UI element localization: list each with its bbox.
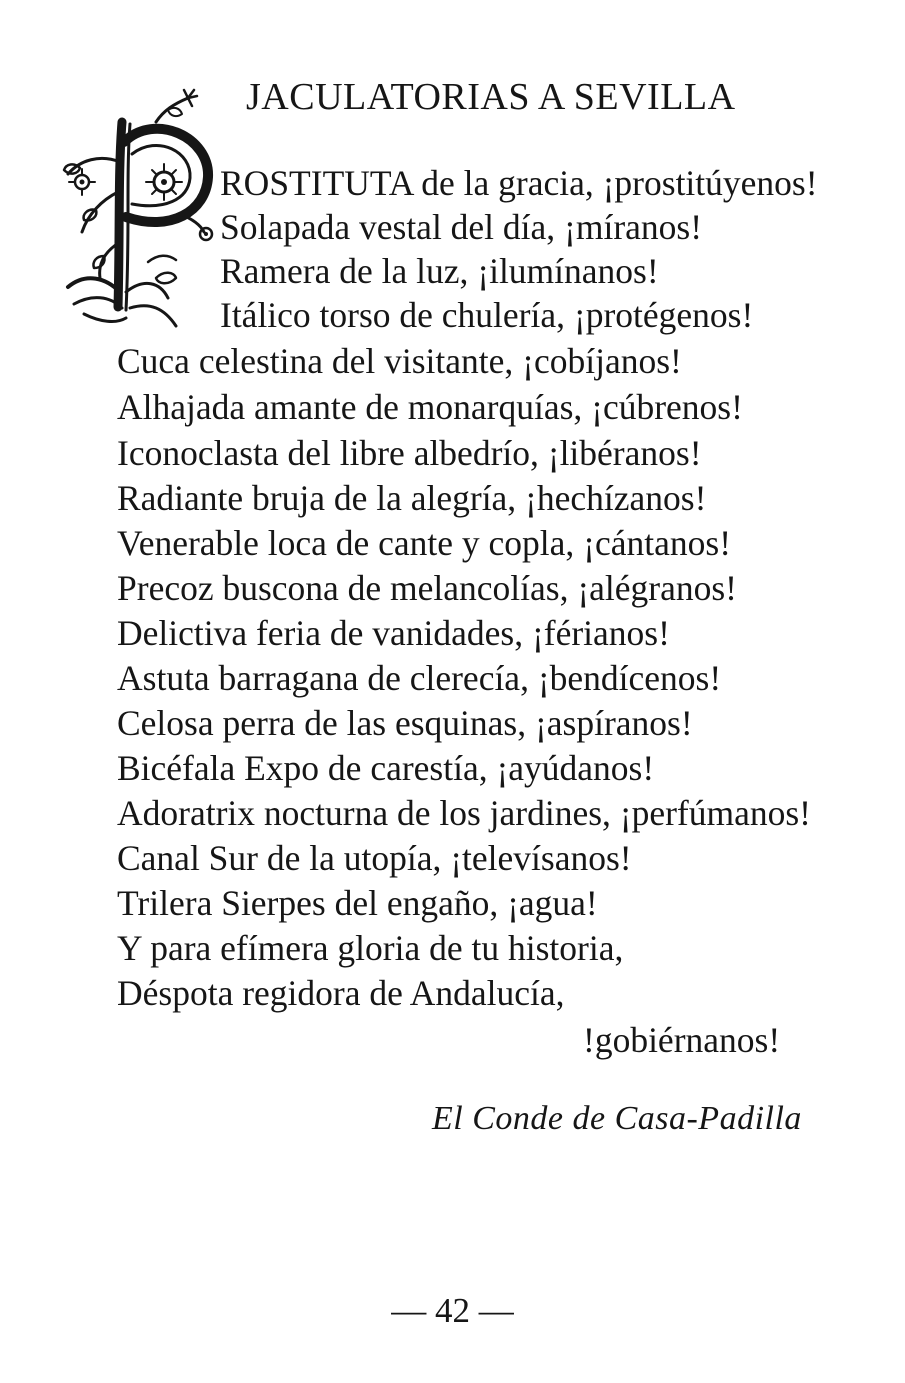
verse-line: Adoratrix nocturna de los jardines, ¡perfúmanos! <box>117 793 812 833</box>
verse-line: Canal Sur de la utopía, ¡televísanos! <box>117 838 632 878</box>
verse-line: Radiante bruja de la alegría, ¡hechízanos! <box>117 478 707 518</box>
verse-line: Cuca celestina del visitante, ¡cobíjanos! <box>117 341 682 381</box>
author-signature: El Conde de Casa-Padilla <box>432 1100 802 1137</box>
verse-line: Trilera Sierpes del engaño, ¡agua! <box>117 883 598 923</box>
verse-line-final: !gobiérnanos! <box>583 1020 781 1060</box>
verse-line: Delictiva feria de vanidades, ¡férianos! <box>117 613 670 653</box>
verse-line: Itálico torso de chulería, ¡protégenos! <box>220 295 754 335</box>
verse-line: Y para efímera gloria de tu historia, <box>117 928 624 968</box>
verse-line: Bicéfala Expo de carestía, ¡ayúdanos! <box>117 748 655 788</box>
verse-line: Precoz buscona de melancolías, ¡alégranos! <box>117 568 738 608</box>
ornamental-drop-cap-p <box>60 82 220 332</box>
verse-line: Ramera de la luz, ¡ilumínanos! <box>220 251 659 291</box>
page-number: — 42 — <box>391 1291 514 1330</box>
verse-line: Iconoclasta del libre albedrío, ¡libéranos! <box>117 433 702 473</box>
verse-line: Astuta barragana de clerecía, ¡bendícenos! <box>117 658 722 698</box>
poem-title: JACULATORIAS A SEVILLA <box>246 76 736 118</box>
verse-line: Alhajada amante de monarquías, ¡cúbrenos! <box>117 387 743 427</box>
verse-line: ROSTITUTA de la gracia, ¡prostitúyenos! <box>220 163 818 203</box>
verse-line: Solapada vestal del día, ¡míranos! <box>220 207 703 247</box>
verse-line: Venerable loca de cante y copla, ¡cántanos! <box>117 523 732 563</box>
verse-line: Celosa perra de las esquinas, ¡aspíranos! <box>117 703 693 743</box>
verse-line: Déspota regidora de Andalucía, <box>117 973 565 1013</box>
